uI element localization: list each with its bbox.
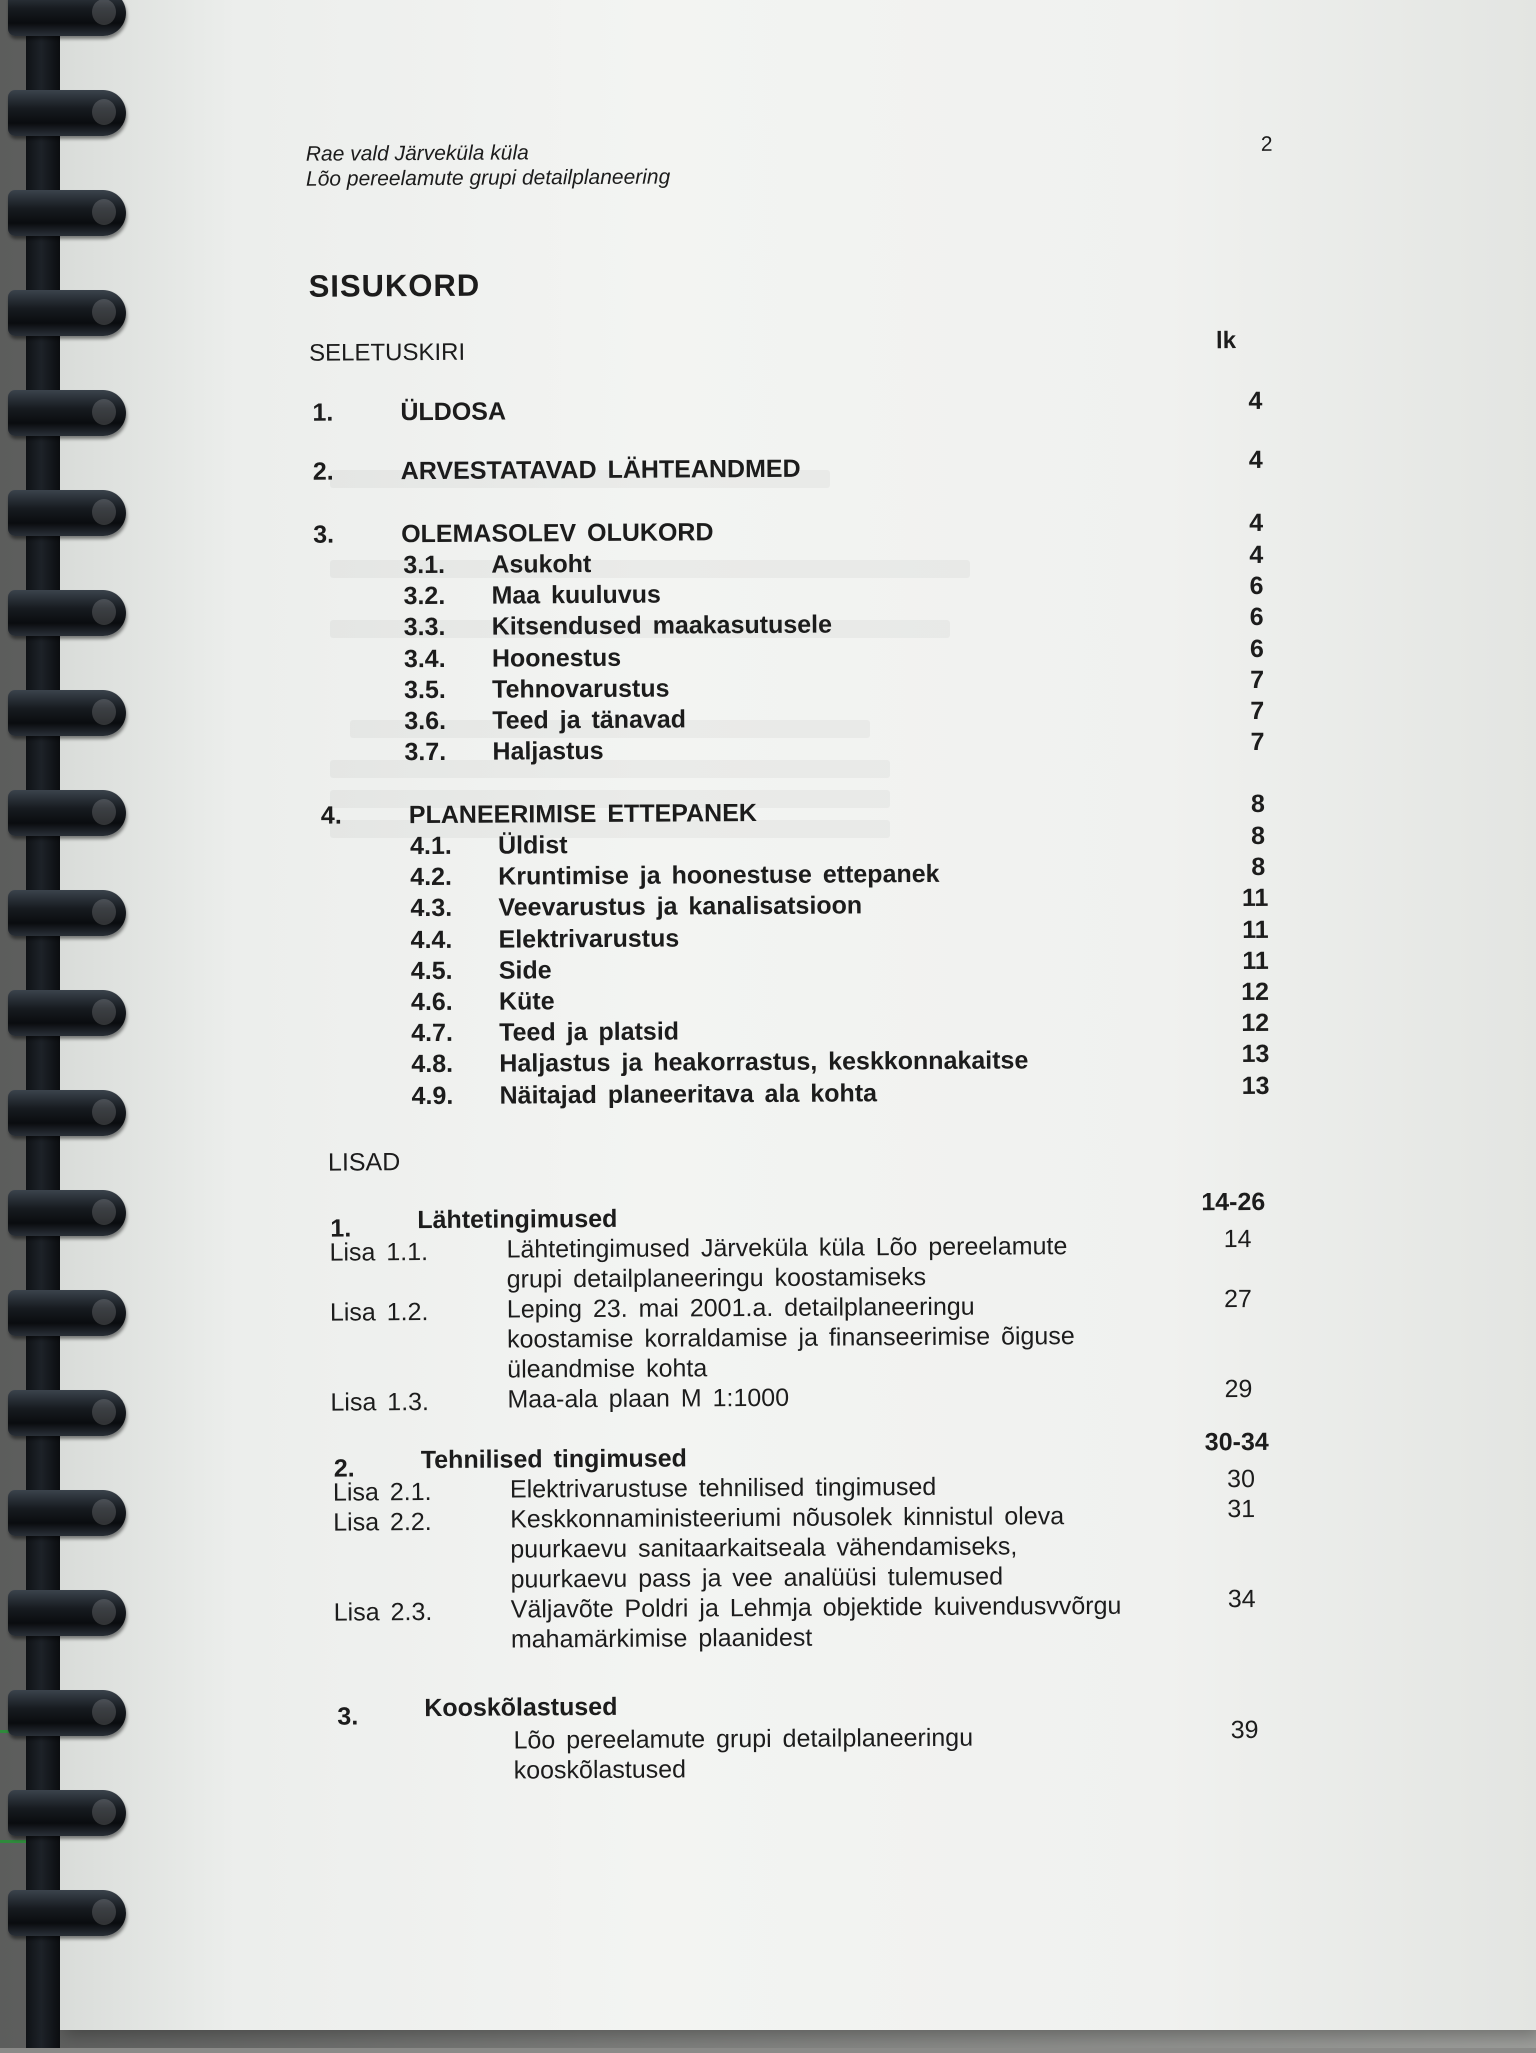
binding-ring xyxy=(8,390,126,436)
appendix-description-line: Lõo pereelamute grupi detailplaneeringu xyxy=(513,1723,974,1755)
subsection-number: 3.7. xyxy=(404,738,447,767)
appendix-description-line: üleandmise kohta xyxy=(507,1354,708,1384)
subsection-number: 3.5. xyxy=(404,675,446,704)
binding-ring xyxy=(8,1090,126,1136)
subsection-title: Küte xyxy=(498,987,555,1016)
subsection-page: 8 xyxy=(1251,821,1266,850)
subsection-page: 12 xyxy=(1241,977,1270,1007)
page-title: SISUKORD xyxy=(308,267,481,304)
appendix-description-line: Keskkonnaministeeriumi nõusolek kinnistul oleva xyxy=(510,1502,1065,1534)
lisad-heading: LISAD xyxy=(327,1148,401,1177)
appendix-description-line: puurkaevu sanitaarkaitseala vähendamiseks, xyxy=(510,1532,1018,1564)
appendix-description-line: Väljavõte Poldri ja Lehmja objektide kuivendusvvõrgu xyxy=(510,1591,1122,1624)
section-number: 2. xyxy=(312,457,334,486)
header-line-1: Rae vald Järveküla küla xyxy=(305,141,529,166)
appendix-description-line: koostamise korraldamise ja finanseerimise õiguse xyxy=(506,1322,1075,1354)
appendix-group-title: Lähtetingimused xyxy=(417,1204,618,1235)
appendix-group-number: 2. xyxy=(333,1454,355,1483)
subsection-page: 12 xyxy=(1241,1009,1270,1038)
binding-ring xyxy=(8,1490,126,1536)
subsection-page: 6 xyxy=(1249,572,1264,601)
appendix-label: Lisa 1.3. xyxy=(330,1388,430,1417)
appendix-group-pages: 14-26 xyxy=(1201,1187,1266,1217)
section-page: 4 xyxy=(1248,445,1263,475)
binding-ring xyxy=(8,1890,126,1936)
subsection-title: Kitsendused maakasutusele xyxy=(491,610,833,642)
binding-ring xyxy=(8,1190,126,1236)
subsection-page: 11 xyxy=(1242,946,1269,975)
section-page: 4 xyxy=(1248,386,1263,416)
binding-ring xyxy=(8,890,126,936)
subsection-title: Teed ja tänavad xyxy=(492,705,687,735)
appendix-page: 27 xyxy=(1223,1285,1252,1314)
section-title: ÜLDOSA xyxy=(400,397,507,427)
subsection-title: Asukoht xyxy=(491,550,592,579)
subsection-number: 3.3. xyxy=(403,613,446,642)
section-title: ARVESTATAVAD LÄHTEANDMED xyxy=(400,454,801,486)
subsection-number: 4.8. xyxy=(411,1050,454,1079)
appendix-description-line: kooskõlastused xyxy=(513,1755,687,1785)
subsection-page: 7 xyxy=(1250,728,1265,757)
binding-ring xyxy=(8,490,126,536)
subsection-number: 4.4. xyxy=(410,925,453,954)
binding-ring xyxy=(8,790,126,836)
subsection-number: 4.3. xyxy=(410,894,453,923)
subsection-page: 13 xyxy=(1241,1040,1270,1069)
appendix-label: Lisa 1.1. xyxy=(329,1238,429,1267)
subsection-number: 4.2. xyxy=(410,863,453,892)
subsection-page: 11 xyxy=(1241,884,1269,913)
appendix-description-line: puurkaevu pass ja vee analüüsi tulemused xyxy=(510,1562,1004,1594)
appendix-group-title: Tehnilised tingimused xyxy=(420,1444,687,1475)
appendix-page: 14 xyxy=(1223,1225,1252,1254)
appendix-page: 39 xyxy=(1230,1715,1259,1745)
section-page: 8 xyxy=(1250,789,1265,818)
subsection-title: Maa kuuluvus xyxy=(491,580,661,610)
subsection-number: 4.1. xyxy=(409,831,452,861)
subsection-title: Haljastus xyxy=(492,737,604,766)
header-line-2: Lõo pereelamute grupi detailplaneering xyxy=(305,165,671,191)
appendix-description-line: Maa-ala plaan M 1:1000 xyxy=(507,1383,790,1414)
section-number: 4. xyxy=(320,801,342,830)
section-number: 3. xyxy=(313,520,335,549)
appendix-group-number: 3. xyxy=(337,1702,359,1731)
subsection-title: Teed ja platsid xyxy=(499,1017,680,1047)
binding-ring xyxy=(8,990,126,1036)
subsection-number: 3.6. xyxy=(404,706,447,736)
subsection-title: Üldist xyxy=(497,831,568,860)
appendix-group-number: 1. xyxy=(330,1214,352,1243)
appendix-page: 30 xyxy=(1227,1464,1256,1494)
subsection-page: 11 xyxy=(1242,915,1269,944)
appendix-label: Lisa 2.2. xyxy=(333,1508,432,1537)
appendix-label: Lisa 2.3. xyxy=(333,1598,433,1627)
subsection-page: 7 xyxy=(1250,696,1265,725)
binding-ring xyxy=(8,190,126,236)
appendix-description-line: Elektrivarustuse tehnilised tingimused xyxy=(509,1472,937,1504)
appendix-page: 29 xyxy=(1224,1374,1253,1404)
subsection-page: 13 xyxy=(1241,1071,1270,1100)
section-title: OLEMASOLEV OLUKORD xyxy=(401,518,714,549)
page-number: 2 xyxy=(1260,132,1273,156)
subsection-page: 8 xyxy=(1251,853,1266,882)
appendix-description-line: mahamärkimise plaanidest xyxy=(510,1623,813,1654)
binding-ring xyxy=(8,290,126,336)
section-page: 4 xyxy=(1249,508,1264,538)
appendix-label: Lisa 1.2. xyxy=(329,1298,429,1327)
appendix-group-title: Kooskõlastused xyxy=(424,1692,618,1723)
binding-ring xyxy=(8,1290,126,1336)
subsection-number: 4.6. xyxy=(410,987,453,1017)
appendix-description-line: Leping 23. mai 2001.a. detailplaneeringu xyxy=(506,1292,975,1324)
section-title: PLANEERIMISE ETTEPANEK xyxy=(408,799,757,830)
binding-ring xyxy=(8,1390,126,1436)
subsection-page: 7 xyxy=(1250,665,1265,694)
binding-ring xyxy=(8,1590,126,1636)
subsection-title: Elektrivarustus xyxy=(498,924,680,954)
binding-ring xyxy=(8,1790,126,1836)
subsection-page: 4 xyxy=(1249,540,1264,570)
page-column-label: lk xyxy=(1215,327,1237,355)
subsection-title: Side xyxy=(498,956,552,985)
subsection-title: Haljastus ja heakorrastus, keskkonnakaitse xyxy=(499,1046,1029,1078)
appendix-description-line: Lähtetingimused Järveküla küla Lõo pereelamute xyxy=(506,1232,1068,1264)
binding-ring xyxy=(8,90,126,136)
section-number: 1. xyxy=(312,398,334,427)
appendix-description-line: grupi detailplaneeringu koostamiseks xyxy=(506,1262,927,1294)
subsection-page: 6 xyxy=(1249,603,1264,632)
appendix-page: 31 xyxy=(1227,1494,1256,1524)
subsection-title: Näitajad planeeritava ala kohta xyxy=(499,1078,878,1110)
subsection-number: 4.5. xyxy=(410,956,453,985)
subsection-title: Veevarustus ja kanalisatsioon xyxy=(498,891,863,922)
subsection-number: 4.9. xyxy=(411,1081,454,1110)
binding-ring xyxy=(8,690,126,736)
subsection-title: Tehnovarustus xyxy=(492,674,670,704)
subsection-page: 6 xyxy=(1249,634,1264,663)
subsection-title: Hoonestus xyxy=(491,643,622,673)
subsection-number: 3.1. xyxy=(403,550,446,580)
binding-ring xyxy=(8,590,126,636)
appendix-group-pages: 30-34 xyxy=(1204,1427,1269,1457)
appendix-page: 34 xyxy=(1227,1584,1256,1614)
subsection-number: 3.2. xyxy=(403,582,446,611)
binding-ring xyxy=(8,0,126,36)
appendix-label: Lisa 2.1. xyxy=(332,1478,432,1507)
subsection-number: 4.7. xyxy=(411,1019,453,1048)
subsection-number: 3.4. xyxy=(403,644,446,673)
binding-ring xyxy=(8,1690,126,1736)
spiral-binding xyxy=(0,0,140,2048)
seletuskiri-heading: SELETUSKIRI xyxy=(308,338,466,367)
subsection-title: Kruntimise ja hoonestuse ettepanek xyxy=(498,860,940,891)
